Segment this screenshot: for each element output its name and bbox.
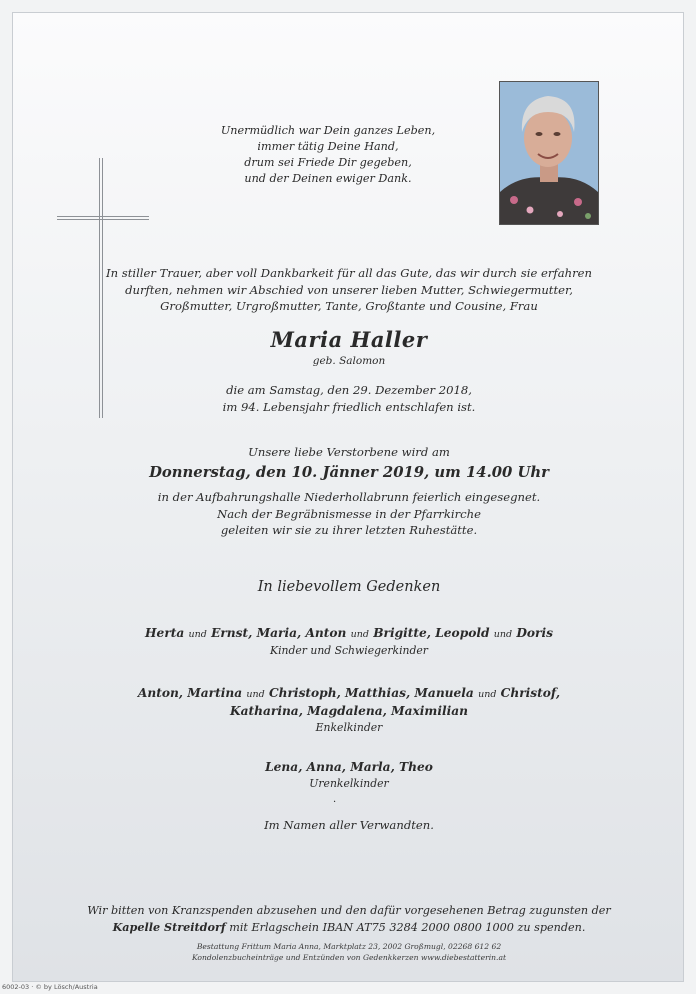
decorative-dot: ·	[333, 797, 337, 808]
poem-line: drum sei Friede Dir gegeben,	[244, 156, 412, 169]
deceased-name: Maria Haller	[270, 327, 428, 352]
memory-heading: In liebevollem Gedenken	[257, 579, 441, 595]
ceremony-details	[13, 489, 685, 539]
grandchildren-group	[13, 685, 685, 735]
footer-line: Bestattung Frittum Maria Anna, Marktplatz 23, 2002 Großmugl, 02268 612 62	[196, 942, 502, 951]
footer-line: Kondolenzbucheinträge und Entzünden von Gedenkkerzen www.diebestatterin.at	[191, 953, 507, 962]
children-group	[13, 625, 685, 658]
poem-line: Unermüdlich war Dein ganzes Leben,	[220, 124, 436, 137]
donation-request	[13, 903, 685, 936]
intro-line: In stiller Trauer, aber voll Dankbarkeit für all das Gute, das wir durch sie erfahren	[106, 266, 592, 280]
ceremony-intro: Unsere liebe Verstorbene wird am	[248, 445, 450, 459]
memorial-poem	[173, 123, 483, 187]
donation-line2	[13, 919, 685, 936]
print-mark: 6002-03 · © by Lösch/Austria	[2, 983, 98, 991]
death-notice	[13, 382, 685, 415]
poem-line: immer tätig Deine Hand,	[257, 140, 399, 153]
ceremony-date: Donnerstag, den 10. Jänner 2019, um 14.00 Uhr	[149, 464, 549, 481]
mourning-introduction	[13, 265, 685, 315]
donation-details: mit Erlagschein IBAN AT75 3284 2000 0800 1000 zu spenden.	[229, 921, 586, 934]
funeral-home-footer	[13, 941, 685, 963]
obituary-card	[12, 12, 684, 982]
intro-line: durften, nehmen wir Abschied von unserer lieben Mutter, Schwiegermutter,	[125, 282, 573, 297]
cross-horizontal-bar	[57, 216, 149, 220]
great-grandchildren-names: Lena, Anna, Marla, Theo	[265, 760, 433, 774]
ceremony-line: in der Aufbahrungshalle Niederhollabrunn feierlich eingesegnet.	[157, 490, 541, 504]
death-line: im 94. Lebensjahr friedlich entschlafen ist.	[222, 399, 476, 414]
donation-line1: Wir bitten von Kranzspenden abzusehen und den dafür vorgesehenen Betrag zugunsten der	[87, 904, 611, 917]
intro-line: Großmutter, Urgroßmutter, Tante, Großtante und Cousine, Frau	[160, 299, 538, 313]
signoff: Im Namen aller Verwandten.	[264, 818, 434, 832]
grandchildren-relation: Enkelkinder	[315, 721, 383, 734]
ceremony-line: Nach der Begräbnismesse in der Pfarrkirche	[217, 506, 481, 521]
portrait-photo	[499, 81, 599, 225]
ceremony-line: geleiten wir sie zu ihrer letzten Ruhestätte.	[220, 523, 478, 537]
grandchildren-names-line1: Anton, Martina und Christoph, Matthias, Manuela und Christof,	[137, 686, 561, 700]
children-relation: Kinder und Schwiegerkinder	[270, 644, 428, 657]
great-grandchildren-relation: Urenkelkinder	[309, 777, 389, 790]
maiden-name: geb. Salomon	[312, 355, 386, 367]
grandchildren-names-line2: Katharina, Magdalena, Maximilian	[230, 704, 468, 718]
poem-line: und der Deinen ewiger Dank.	[244, 172, 412, 185]
great-grandchildren-group	[13, 759, 685, 791]
children-names: Herta und Ernst, Maria, Anton und Brigitte, Leopold und Doris	[145, 626, 553, 640]
death-line: die am Samstag, den 29. Dezember 2018,	[226, 383, 472, 397]
portrait-image	[500, 82, 598, 224]
donation-recipient: Kapelle Streitdorf	[112, 920, 226, 934]
